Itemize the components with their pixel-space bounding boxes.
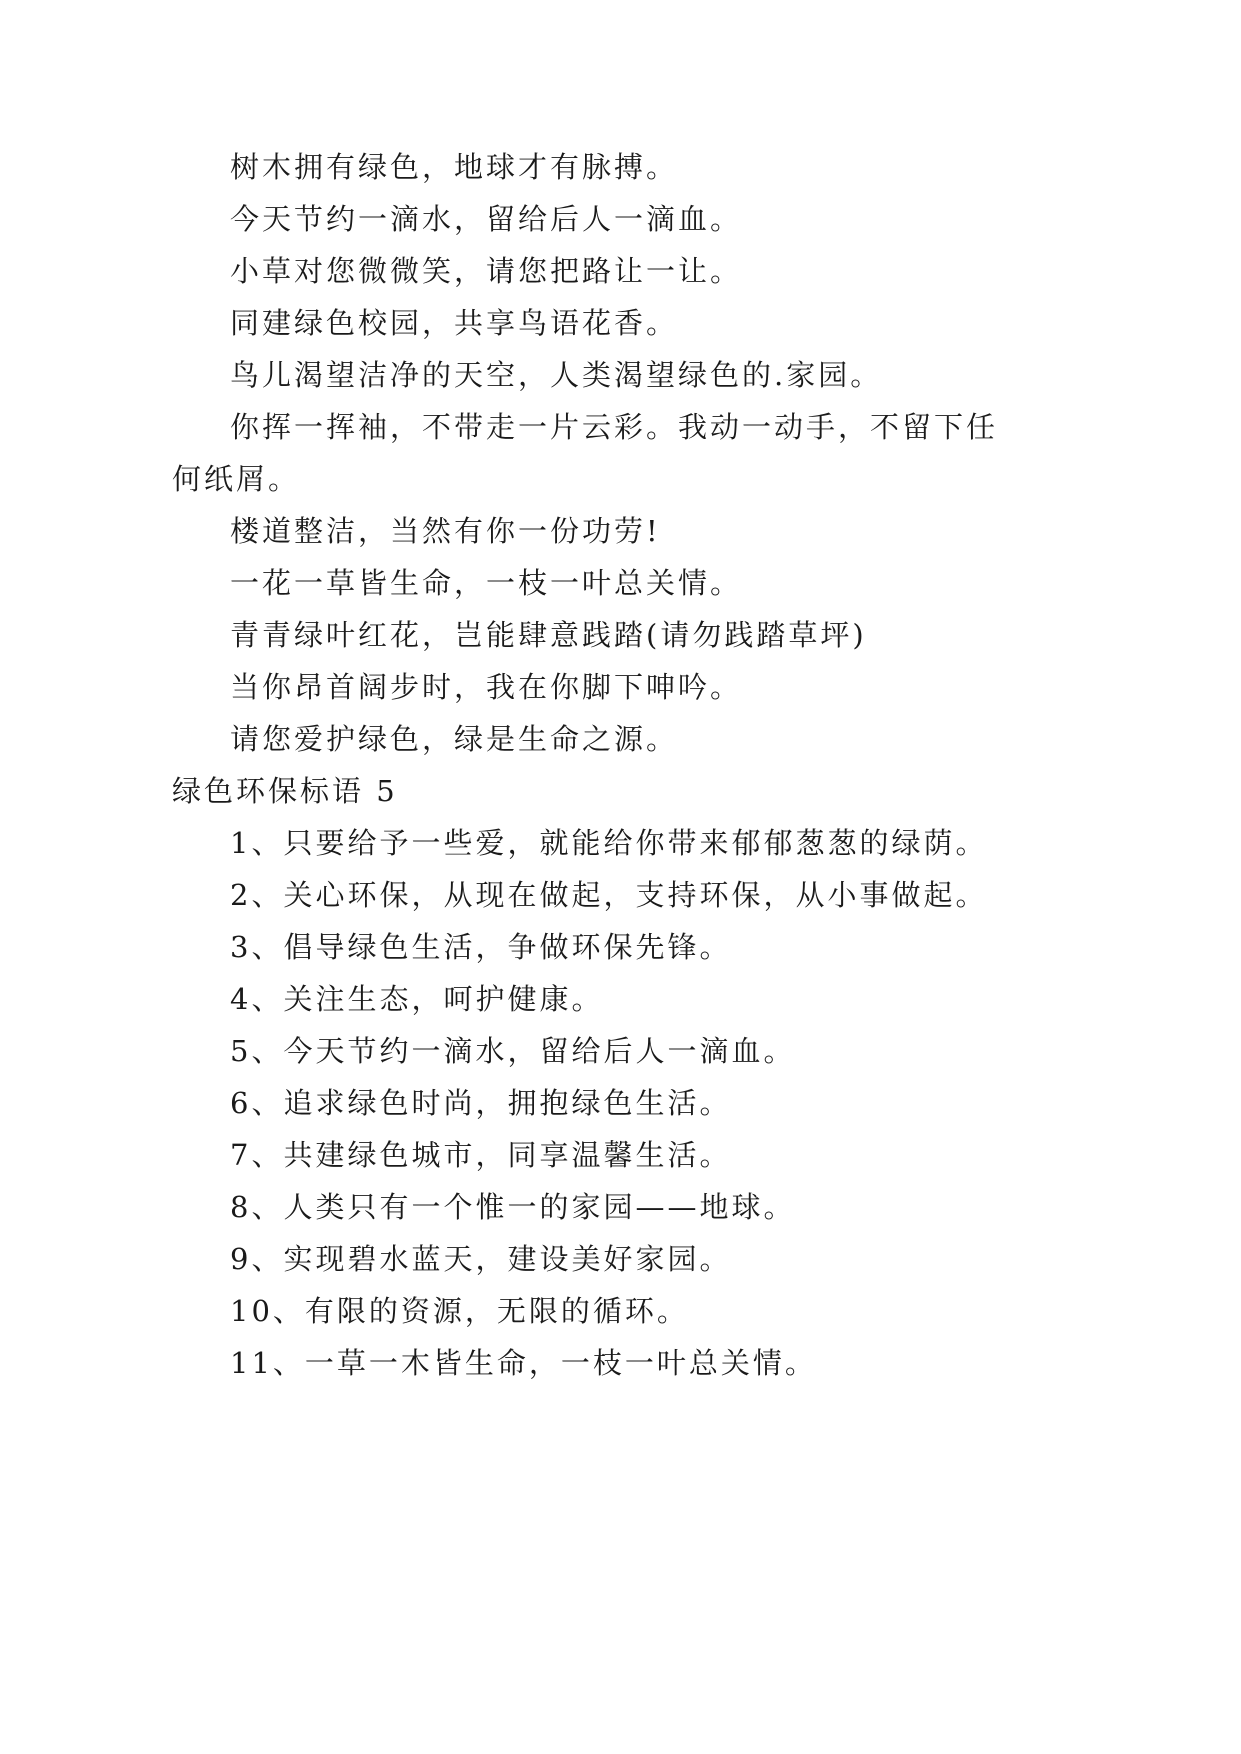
numbered-slogan: 11、一草一木皆生命，一枝一叶总关情。 — [230, 1346, 817, 1380]
numbered-slogan: 10、有限的资源，无限的循环。 — [230, 1294, 689, 1328]
slogan-line-wrapped-start: 你挥一挥袖，不带走一片云彩。我动一动手，不留下任 — [230, 410, 999, 444]
numbered-slogan: 2、关心环保，从现在做起，支持环保，从小事做起。 — [230, 878, 988, 912]
numbered-slogan: 9、实现碧水蓝天，建设美好家园。 — [230, 1242, 732, 1276]
section-heading: 绿色环保标语 5 — [172, 774, 398, 808]
numbered-slogan: 3、倡导绿色生活，争做环保先锋。 — [230, 930, 732, 964]
numbered-slogan: 8、人类只有一个惟一的家园——地球。 — [230, 1190, 796, 1224]
slogan-line: 一花一草皆生命，一枝一叶总关情。 — [230, 566, 743, 600]
slogan-line: 同建绿色校园，共享鸟语花香。 — [230, 306, 679, 340]
slogan-line-wrapped-end: 何纸屑。 — [172, 462, 301, 496]
slogan-line: 当你昂首阔步时，我在你脚下呻吟。 — [230, 670, 743, 704]
numbered-slogan: 1、只要给予一些爱，就能给你带来郁郁葱葱的绿荫。 — [230, 826, 988, 860]
slogan-line: 树木拥有绿色，地球才有脉搏。 — [230, 150, 679, 184]
slogan-line: 楼道整洁，当然有你一份功劳! — [230, 514, 661, 548]
slogan-line: 小草对您微微笑，请您把路让一让。 — [230, 254, 743, 288]
numbered-slogan: 4、关注生态，呵护健康。 — [230, 982, 604, 1016]
numbered-slogan: 6、追求绿色时尚，拥抱绿色生活。 — [230, 1086, 732, 1120]
numbered-slogan: 7、共建绿色城市，同享温馨生活。 — [230, 1138, 732, 1172]
slogan-line: 请您爱护绿色，绿是生命之源。 — [230, 722, 679, 756]
slogan-line: 鸟儿渴望洁净的天空，人类渴望绿色的.家园。 — [230, 358, 883, 392]
numbered-slogan: 5、今天节约一滴水，留给后人一滴血。 — [230, 1034, 796, 1068]
slogan-line: 今天节约一滴水，留给后人一滴血。 — [230, 202, 743, 236]
slogan-line: 青青绿叶红花，岂能肆意践踏(请勿践踏草坪) — [230, 618, 867, 652]
